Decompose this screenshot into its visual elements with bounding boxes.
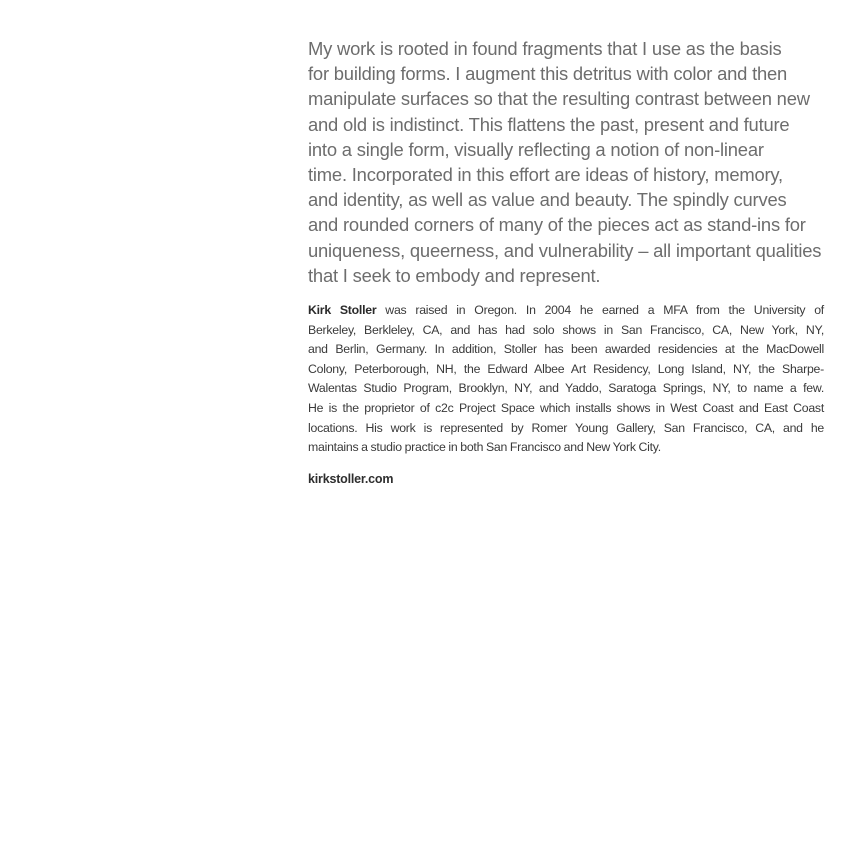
statement-line: for building forms. I augment this detritus with color and then <box>308 63 788 85</box>
artist-bio <box>308 301 824 458</box>
bio-line: locations. His work is represented by Romer Young Gallery, San Francisco, CA, and he <box>308 420 824 435</box>
statement-line: that I seek to embody and represent. <box>308 264 601 286</box>
statement-line: time. Incorporated in this effort are ideas of history, memory, <box>308 164 783 186</box>
bio-line: Colony, Peterborough, NH, the Edward Albee Art Residency, Long Island, NY, the Sharpe- <box>308 361 824 376</box>
bio-first-line-text: was raised in Oregon. In 2004 he earned a MFA from the University of <box>376 303 824 318</box>
statement-line: manipulate surfaces so that the resulting contrast between new <box>308 88 810 110</box>
statement-line: into a single form, visually reflecting a notion of non-linear <box>308 138 764 160</box>
artist-name: Kirk Stoller <box>308 303 377 318</box>
statement-line: My work is rooted in found fragments that I use as the basis <box>308 38 782 59</box>
bio-line: Walentas Studio Program, Brooklyn, NY, and Yaddo, Saratoga Springs, NY, to name a few. <box>308 381 824 396</box>
bio-line: He is the proprietor of c2c Project Space which installs shows in West Coast and East Coast <box>308 401 824 415</box>
bio-line: Berkeley, Berkleley, CA, and has had solo shows in San Francisco, CA, New York, NY, <box>308 322 824 337</box>
bio-line <box>308 301 824 321</box>
statement-line: and old is indistinct. This flattens the past, present and future <box>308 113 790 135</box>
text-column <box>308 36 824 486</box>
bio-line: maintains a studio practice in both San Francisco and New York City. <box>308 440 661 455</box>
statement-line: and identity, as well as value and beauty. The spindly curves <box>308 189 787 211</box>
bio-line: and Berlin, Germany. In addition, Stoller has been awarded residencies at the MacDowell <box>308 342 824 357</box>
statement-line: and rounded corners of many of the pieces act as stand-ins for <box>308 214 806 236</box>
statement-line: uniqueness, queerness, and vulnerability – all important qualities <box>308 239 822 261</box>
website-link[interactable]: kirkstoller.com <box>308 471 394 486</box>
artist-statement <box>308 36 824 288</box>
